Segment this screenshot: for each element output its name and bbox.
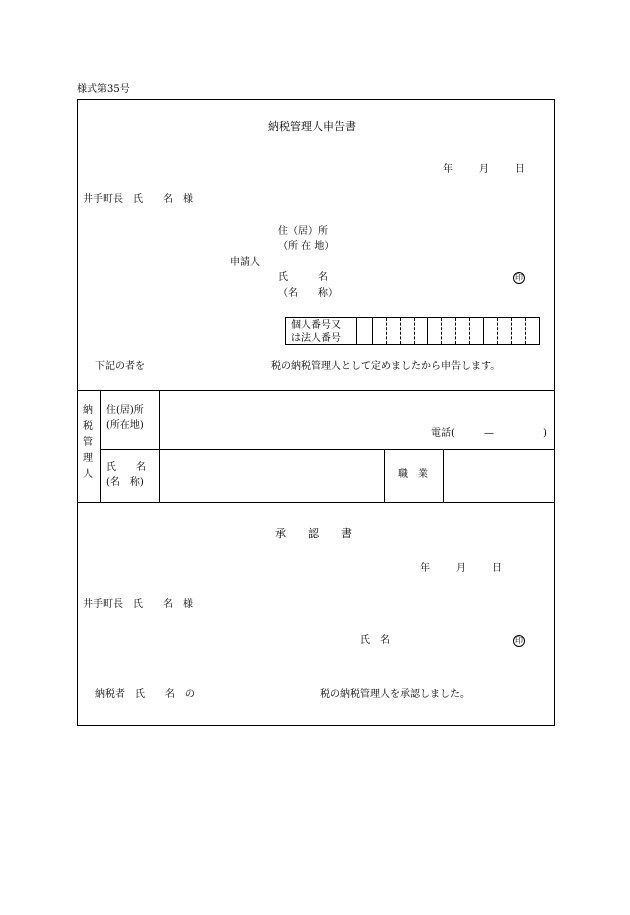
id-number-divider — [427, 318, 428, 344]
applicant-seal-icon: 印 — [515, 273, 523, 282]
approval-statement-suffix: 税の納税管理人を承認しました。 — [320, 689, 470, 700]
id-number-digit-divider — [414, 318, 415, 344]
manager-occupation-divider — [384, 449, 385, 502]
approval-date-month: 月 — [456, 563, 466, 574]
id-number-digit-divider — [511, 318, 512, 344]
manager-table-bottom-rule — [77, 502, 555, 503]
applicant-address-label-1: 住（居）所 — [278, 226, 328, 237]
applicant-address-label-2: （所 在 地） — [278, 241, 335, 252]
approval-date-day: 日 — [492, 563, 502, 574]
declaration-statement-suffix: 税の納税管理人として定めましたから申告します。 — [271, 361, 501, 372]
id-number-label-1: 個人番号又 — [291, 320, 341, 331]
declaration-date-year: 年 — [443, 164, 453, 175]
id-number-digit-divider — [386, 318, 387, 344]
applicant-name-label-1: 氏 名 — [278, 272, 328, 283]
approval-title: 承 認 書 — [275, 527, 352, 540]
manager-label-divider — [159, 390, 160, 502]
id-number-digit-divider — [455, 318, 456, 344]
id-number-label-2: は法人番号 — [291, 333, 341, 344]
manager-side-label: 納税管理人 — [83, 405, 93, 480]
manager-occupation-label: 職 業 — [398, 469, 428, 480]
id-number-digit-divider — [441, 318, 442, 344]
id-number-divider — [356, 318, 357, 344]
form-number: 様式第35号 — [77, 84, 130, 95]
approval-seal-icon: 印 — [515, 636, 523, 645]
manager-phone-close: ) — [543, 428, 547, 439]
applicant-label: 申請人 — [230, 257, 260, 268]
approval-date-year: 年 — [420, 563, 430, 574]
id-number-digit-divider — [469, 318, 470, 344]
declaration-date-month: 月 — [479, 164, 489, 175]
declaration-statement-prefix: 下記の者を — [95, 361, 145, 372]
manager-name-label-2: (名 称) — [106, 477, 144, 488]
id-number-divider — [372, 318, 373, 344]
manager-phone-dash: — — [484, 428, 494, 439]
manager-occupation-value-divider — [443, 449, 444, 502]
manager-table-top-rule — [77, 390, 555, 391]
id-number-digit-divider — [525, 318, 526, 344]
id-number-digit-divider — [400, 318, 401, 344]
manager-address-label-1: 住(居)所 — [106, 405, 144, 416]
id-number-digit-divider — [497, 318, 498, 344]
approval-name-label: 氏 名 — [360, 635, 390, 646]
approval-addressee: 井手町長 氏 名 様 — [83, 599, 193, 610]
manager-phone-label: 電話( — [431, 428, 455, 439]
manager-table-middle-rule — [100, 449, 555, 450]
applicant-name-label-2: （名 称） — [278, 288, 338, 299]
id-number-box — [285, 317, 540, 345]
declaration-title: 納税管理人申告書 — [268, 120, 356, 133]
manager-name-label-1: 氏 名 — [106, 462, 146, 473]
manager-side-divider — [100, 390, 101, 502]
approval-statement-prefix: 納税者 氏 名 の — [95, 689, 195, 700]
manager-address-label-2: (所在地) — [106, 420, 144, 431]
declaration-addressee: 井手町長 氏 名 様 — [83, 194, 193, 205]
id-number-divider — [483, 318, 484, 344]
declaration-date-day: 日 — [515, 164, 525, 175]
